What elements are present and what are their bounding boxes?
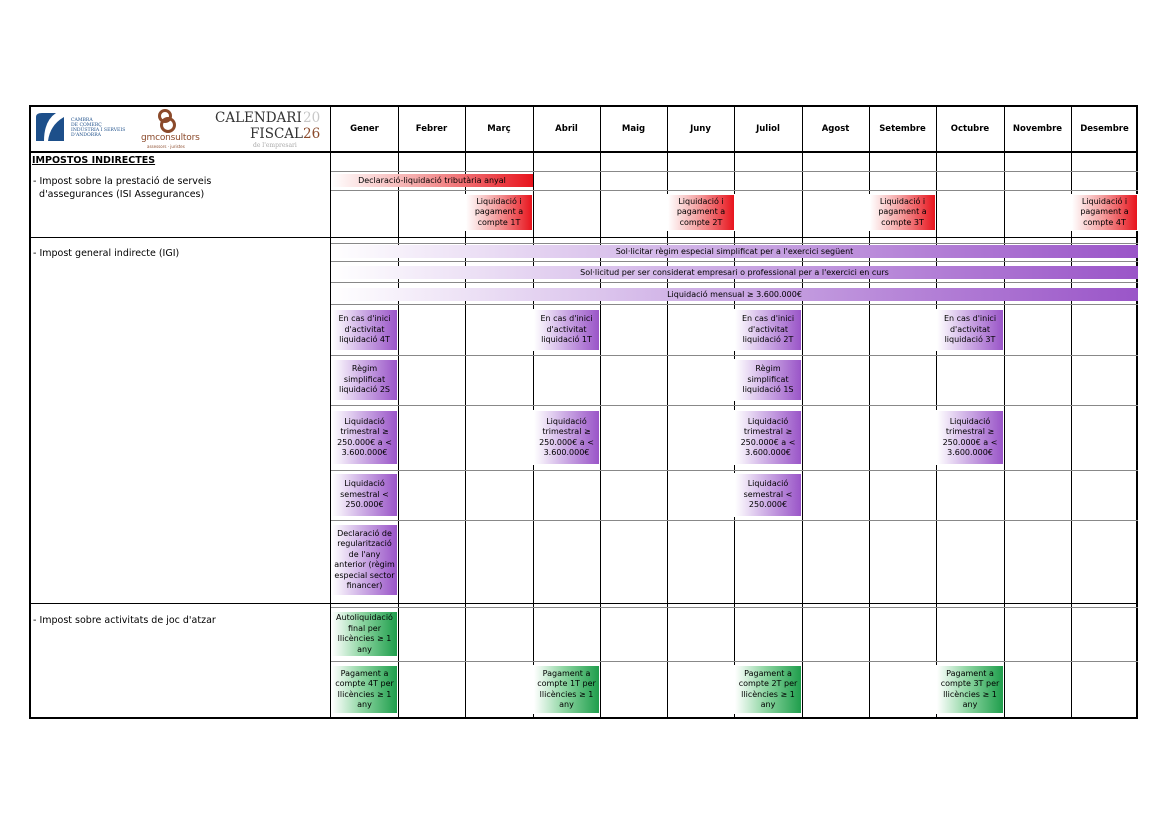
tax-label-igi: - Impost general indirecte (IGI) — [33, 248, 180, 259]
isi-event-mar: Liquidació i pagament a compte 1T — [465, 194, 533, 231]
gm-logo-text: gmconsultors — [141, 133, 200, 143]
month-header-agost: Agost — [821, 124, 850, 134]
grid-separator — [331, 470, 1138, 471]
month-header-juny: Juny — [690, 124, 711, 134]
joc-event-auto-jan: Autoliquidació final per llicències ≥ 1 any — [331, 611, 398, 657]
tax-label-isi-line2: d'assegurances (ISI Assegurances) — [33, 189, 205, 200]
igi-event-start-oct: En cas d'inici d'activitat liquidació 3T — [936, 309, 1004, 351]
grid-divider-month — [398, 106, 399, 719]
chamber-line-1: CAMBRA — [71, 118, 93, 123]
grid-divider-month — [1004, 106, 1005, 719]
igi-event-start-jan: En cas d'inici d'activitat liquidació 4T — [331, 309, 398, 351]
bar-igi-simplified: Sol·licitar règim especial simplificat per a l'exercici següent — [331, 245, 1138, 258]
month-header-març: Març — [487, 124, 511, 134]
igi-event-reg-jan: Declaració de regularització de l'any anterior (règim especial sector financer) — [331, 524, 398, 596]
igi-event-semi-jan: Liquidació semestral < 250.000€ — [331, 473, 398, 517]
grid-separator — [331, 304, 1138, 305]
grid-divider-month — [600, 106, 601, 719]
calendar-word: CALENDARI — [215, 110, 302, 126]
igi-event-start-apr: En cas d'inici d'activitat liquidació 1T — [533, 309, 600, 351]
month-header-febrer: Febrer — [415, 124, 448, 134]
section-title: IMPOSTOS INDIRECTES — [32, 155, 156, 166]
header-logo-area — [31, 107, 330, 151]
fiscal-word: FISCAL — [250, 126, 303, 142]
bar-igi-professional: Sol·licitud per ser considerat empresari o professional per a l'exercici en curs — [331, 266, 1138, 279]
tax-label-joc: - Impost sobre activitats de joc d'atzar — [33, 615, 216, 626]
month-header-gener: Gener — [350, 124, 379, 134]
year-top: 20 — [303, 110, 321, 126]
isi-event-jun: Liquidació i pagament a compte 2T — [667, 194, 735, 231]
grid-divider-header — [30, 151, 1138, 153]
chamber-line-2: DE COMERÇ — [71, 123, 102, 128]
grid-separator — [331, 190, 1138, 191]
joc-event-pay-oct: Pagament a compte 3T per llicències ≥ 1 any — [936, 665, 1004, 714]
month-header-desembre: Desembre — [1080, 124, 1129, 134]
joc-event-pay-apr: Pagament a compte 1T per llicències ≥ 1 any — [533, 665, 600, 714]
grid-separator — [331, 171, 1138, 172]
gm-logo-icon — [153, 108, 183, 134]
igi-event-simp-jul: Règim simplificat liquidació 1S — [734, 359, 802, 401]
grid-separator — [331, 661, 1138, 662]
month-header-juliol: Juliol — [756, 124, 780, 134]
igi-event-semi-jul: Liquidació semestral < 250.000€ — [734, 473, 802, 517]
igi-event-quarter-oct: Liquidació trimestral ≥ 250.000€ a < 3.600.000€ — [936, 410, 1004, 465]
grid-separator — [331, 520, 1138, 521]
igi-event-quarter-jan: Liquidació trimestral ≥ 250.000€ a < 3.600.000€ — [331, 410, 398, 465]
joc-event-pay-jan: Pagament a compte 4T per llicències ≥ 1 any — [331, 665, 398, 714]
bar-isi-annual: Declaració-liquidació tributària anyal — [331, 174, 533, 187]
grid-separator — [331, 355, 1138, 356]
calendar-subtitle: de l'empresari — [253, 142, 297, 149]
bar-igi-monthly: Liquidació mensual ≥ 3.600.000€ — [331, 288, 1138, 301]
chamber-logo-icon — [34, 111, 70, 143]
grid-separator — [331, 405, 1138, 406]
isi-event-dec: Liquidació i pagament a compte 4T — [1071, 194, 1138, 231]
grid-separator — [331, 243, 1138, 244]
month-header-setembre: Setembre — [879, 124, 926, 134]
grid-separator — [331, 261, 1138, 262]
chamber-line-3: INDÚSTRIA I SERVEIS — [71, 128, 126, 133]
chamber-name — [71, 118, 125, 138]
igi-event-quarter-jul: Liquidació trimestral ≥ 250.000€ a < 3.600.000€ — [734, 410, 802, 465]
isi-event-sep: Liquidació i pagament a compte 3T — [869, 194, 936, 231]
igi-event-simp-jan: Règim simplificat liquidació 2S — [331, 359, 398, 401]
month-header-maig: Maig — [621, 124, 646, 134]
joc-event-pay-jul: Pagament a compte 2T per llicències ≥ 1 any — [734, 665, 802, 714]
chamber-line-4: D'ANDORRA — [71, 133, 101, 138]
igi-event-quarter-apr: Liquidació trimestral ≥ 250.000€ a < 3.600.000€ — [533, 410, 600, 465]
month-header-abril: Abril — [555, 124, 578, 134]
grid-separator — [331, 282, 1138, 283]
grid-divider-month — [802, 106, 803, 719]
year-bottom: 26 — [303, 126, 321, 142]
gm-logo-subtext: assessors · juristes — [147, 144, 185, 149]
month-header-novembre: Novembre — [1012, 124, 1063, 134]
igi-event-start-jul: En cas d'inici d'activitat liquidació 2T — [734, 309, 802, 351]
tax-label-isi-line1: - Impost sobre la prestació de serveis — [33, 176, 212, 187]
grid-divider-section — [30, 237, 1138, 238]
grid-divider-section — [30, 603, 1138, 604]
grid-separator — [331, 607, 1138, 608]
month-header-octubre: Octubre — [950, 124, 990, 134]
